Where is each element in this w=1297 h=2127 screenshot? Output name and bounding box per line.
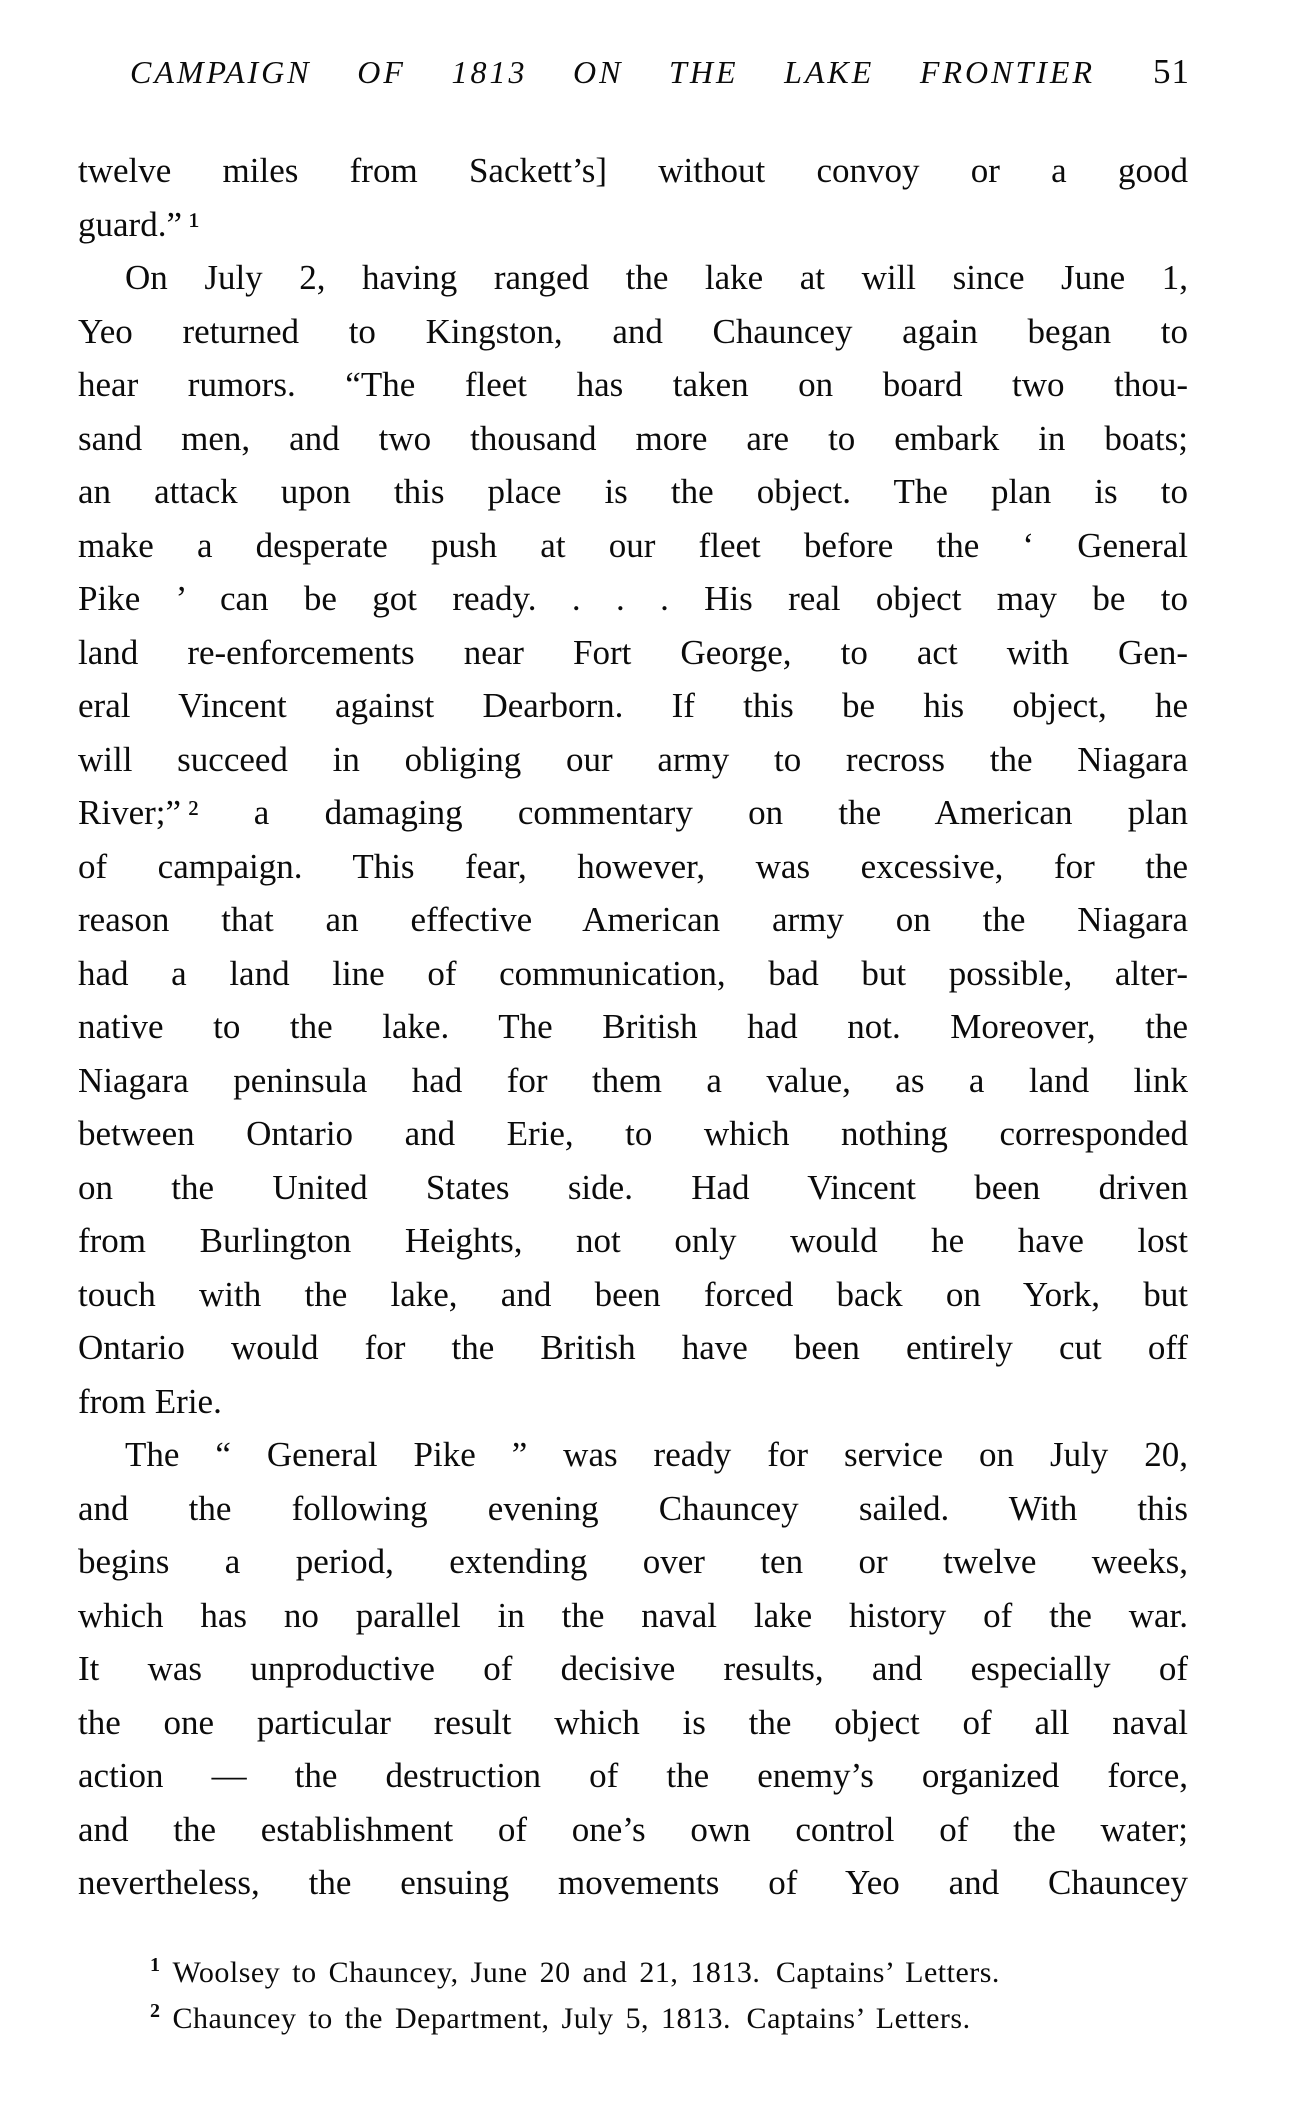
footnote-2 (150, 1992, 1220, 2038)
body-line-p2-l15: native to the lake. The British had not. Moreover, the (78, 1007, 1188, 1046)
body-line-p2-l22: from Erie. (78, 1381, 222, 1421)
body-line-p2-l16: Niagara peninsula had for them a value, as a land link (78, 1060, 1188, 1100)
body-line-p2-l5: an attack upon this place is the object. The plan is to (78, 472, 1188, 511)
body-line-p3-l3: begins a period, extending over ten or twelve weeks, (78, 1542, 1188, 1581)
body-line-p2-l18: on the United States side. Had Vincent been driven (78, 1167, 1188, 1207)
body-line-p2-l14: had a land line of communication, bad but possible, alter- (78, 953, 1188, 993)
running-head-title: CAMPAIGN OF 1813 ON THE LAKE FRONTIER (130, 54, 1095, 90)
footnote-text-1: Woolsey to Chauncey, June 20 and 21, 1813. Captains’ Letters. (172, 1956, 1000, 1989)
body-line-p3-l5: It was unproductive of decisive results, and especially of (78, 1649, 1188, 1688)
body-line-p2-l3: hear rumors. “The fleet has taken on board two thou- (78, 365, 1188, 404)
body-line-p3-l7: action — the destruction of the enemy’s organized force, (78, 1756, 1188, 1795)
body-text (78, 144, 1188, 1910)
body-line-p2-l4: sand men, and two thousand more are to embark in boats; (78, 418, 1188, 458)
footnote-marker-2: 2 (150, 2000, 161, 2022)
body-line-p2-l7: Pike ’ can be got ready. . . . His real object may be to (78, 579, 1188, 618)
footnote-marker-1: 1 (150, 1954, 161, 1976)
page-number: 51 (1153, 52, 1190, 91)
body-line-p3-l1: The “ General Pike ” was ready for service on July 20, (125, 1435, 1188, 1474)
body-line-p3-l4: which has no parallel in the naval lake history of the war. (78, 1595, 1188, 1635)
body-line-p2-l19: from Burlington Heights, not only would he have lost (78, 1221, 1188, 1260)
running-header (130, 52, 1190, 92)
body-line-p1-l2: guard.” ¹ (78, 204, 200, 244)
body-line-p2-l12: of campaign. This fear, however, was excessive, for the (78, 846, 1188, 886)
body-line-p3-l8: and the establishment of one’s own control of the water; (78, 1809, 1188, 1849)
body-line-p3-l9: nevertheless, the ensuing movements of Yeo and Chauncey (78, 1863, 1188, 1902)
body-line-p2-l8: land re-enforcements near Fort George, to act with Gen- (78, 632, 1188, 672)
body-line-p1-l1: twelve miles from Sackett’s] without convoy or a good (78, 151, 1188, 190)
body-line-p2-l10: will succeed in obliging our army to recross the Niagara (78, 739, 1188, 779)
body-line-p2-l21: Ontario would for the British have been entirely cut off (78, 1328, 1188, 1367)
footnote-text-2: Chauncey to the Department, July 5, 1813. Captains’ Letters. (172, 2002, 971, 2035)
body-line-p2-l20: touch with the lake, and been forced back on York, but (78, 1274, 1188, 1314)
body-line-p2-l6: make a desperate push at our fleet before the ‘ General (78, 525, 1188, 565)
footnote-1 (150, 1946, 1220, 1992)
body-line-p2-l17: between Ontario and Erie, to which nothing corresponded (78, 1114, 1188, 1153)
body-line-p3-l6: the one particular result which is the object of all naval (78, 1702, 1188, 1742)
body-line-p2-l11: River;” ² a damaging commentary on the American plan (78, 793, 1188, 832)
body-line-p3-l2: and the following evening Chauncey sailed. With this (78, 1488, 1188, 1528)
body-line-p2-l2: Yeo returned to Kingston, and Chauncey again began to (78, 311, 1188, 351)
body-line-p2-l1: On July 2, having ranged the lake at will since June 1, (125, 258, 1188, 297)
footnotes (150, 1946, 1220, 2038)
body-line-p2-l9: eral Vincent against Dearborn. If this be his object, he (78, 686, 1188, 725)
body-line-p2-l13: reason that an effective American army on the Niagara (78, 900, 1188, 939)
